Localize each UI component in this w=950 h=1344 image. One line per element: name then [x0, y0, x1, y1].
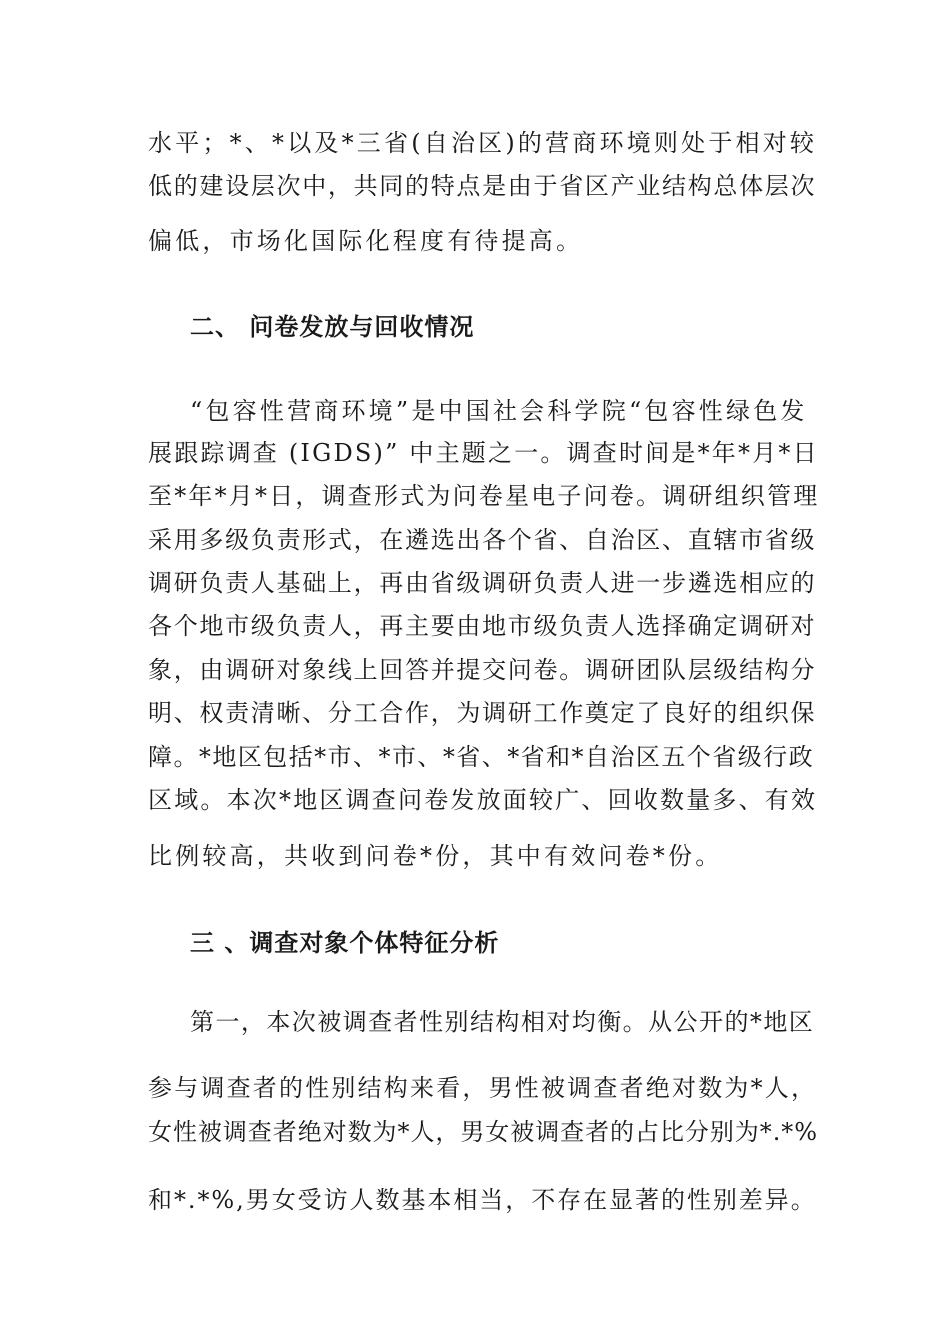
paragraph-line: 各个地市级负责人，再主要由地市级负责人选择确定调研对 [148, 612, 817, 640]
paragraph-line: 区域。本次*地区调查问卷发放面较广、回收数量多、有效 [148, 786, 818, 814]
section-heading-3: 三 、调查对象个体特征分析 [190, 929, 500, 957]
paragraph-line: 低的建设层次中，共同的特点是由于省区产业结构总体层次 [148, 172, 817, 200]
paragraph-line: 障。*地区包括*市、*市、*省、*省和*自治区五个省级行政 [148, 743, 815, 771]
paragraph-line: 象，由调研对象线上回答并提交问卷。调研团队层级结构分 [148, 656, 817, 684]
paragraph-line: 参与调查者的性别结构来看，男性被调查者绝对数为*人， [148, 1074, 818, 1102]
paragraph-line: 展跟踪调查 (IGDS)” 中主题之一。调查时间是*年*月*日 [148, 439, 819, 467]
paragraph-line: 调研负责人基础上，再由省级调研负责人进一步遴选相应的 [148, 569, 817, 597]
paragraph-line: 至*年*月*日，调查形式为问卷星电子问卷。调研组织管理 [148, 482, 820, 510]
paragraph-line: 第一，本次被调查者性别结构相对均衡。从公开的*地区 [190, 1008, 815, 1036]
paragraph-line: 偏低，市场化国际化程度有待提高。 [148, 227, 584, 255]
section-heading-2: 二、 问卷发放与回收情况 [190, 313, 475, 341]
paragraph-line: 明、权责清晰、分工合作，为调研工作奠定了良好的组织保 [148, 699, 817, 727]
paragraph-line: 和*.*%,男女受访人数基本相当，不存在显著的性别差异。 [148, 1186, 817, 1214]
paragraph-line: 比例较高，共收到问卷*份，其中有效问卷*份。 [148, 842, 723, 870]
paragraph-line: 采用多级负责形式，在遴选出各个省、自治区、直辖市省级 [148, 526, 817, 554]
paragraph-line: 水平；*、*以及*三省(自治区)的营商环境则处于相对较 [148, 129, 818, 157]
paragraph-line: 女性被调查者绝对数为*人，男女被调查者的占比分别为*.*% [148, 1118, 818, 1146]
paragraph-line: “包容性营商环境”是中国社会科学院“包容性绿色发 [190, 397, 808, 425]
